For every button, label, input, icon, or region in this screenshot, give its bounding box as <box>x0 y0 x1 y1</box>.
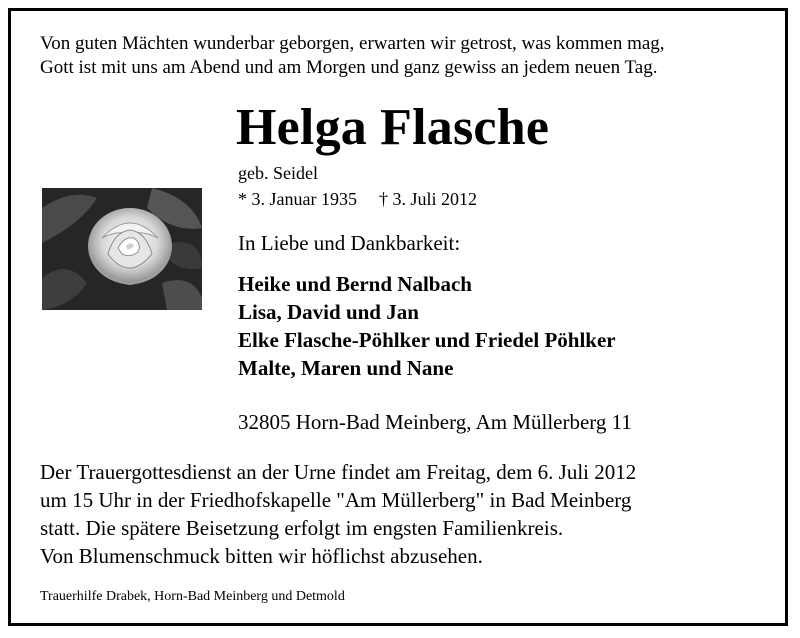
death-date: † 3. Juli 2012 <box>378 189 477 209</box>
birth-date: * 3. Januar 1935 <box>238 189 357 209</box>
service-line: um 15 Uhr in der Friedhofskapelle "Am Müllerberg" in Bad Meinberg <box>40 488 632 512</box>
rose-photo <box>42 188 202 310</box>
mourners-list <box>238 270 616 382</box>
mourner-line: Lisa, David und Jan <box>238 300 419 324</box>
address: 32805 Horn-Bad Meinberg, Am Müllerberg 11 <box>238 410 632 434</box>
service-info <box>40 458 636 570</box>
funeral-home: Trauerhilfe Drabek, Horn-Bad Meinberg und Detmold <box>40 589 345 604</box>
mourner-line: Heike und Bernd Nalbach <box>238 272 472 296</box>
rose-icon <box>42 188 202 310</box>
birth-name: geb. Seidel <box>238 163 318 183</box>
life-dates <box>238 188 477 210</box>
mourner-line: Malte, Maren und Nane <box>238 356 454 380</box>
deceased-name: Helga Flasche <box>236 99 550 156</box>
verse-line-1: Von guten Mächten wunderbar geborgen, erwarten wir getrost, was kommen mag, <box>40 33 665 54</box>
bible-verse <box>40 32 665 80</box>
service-line: Von Blumenschmuck bitten wir höflichst abzusehen. <box>40 544 483 568</box>
verse-line-2: Gott ist mit uns am Abend und am Morgen und ganz gewiss an jedem neuen Tag. <box>40 57 658 78</box>
mourner-line: Elke Flasche-Pöhlker und Friedel Pöhlker <box>238 328 616 352</box>
thanks-line: In Liebe und Dankbarkeit: <box>238 231 461 255</box>
service-line: Der Trauergottesdienst an der Urne findet am Freitag, dem 6. Juli 2012 <box>40 460 637 484</box>
service-line: statt. Die spätere Beisetzung erfolgt im engsten Familienkreis. <box>40 516 564 540</box>
